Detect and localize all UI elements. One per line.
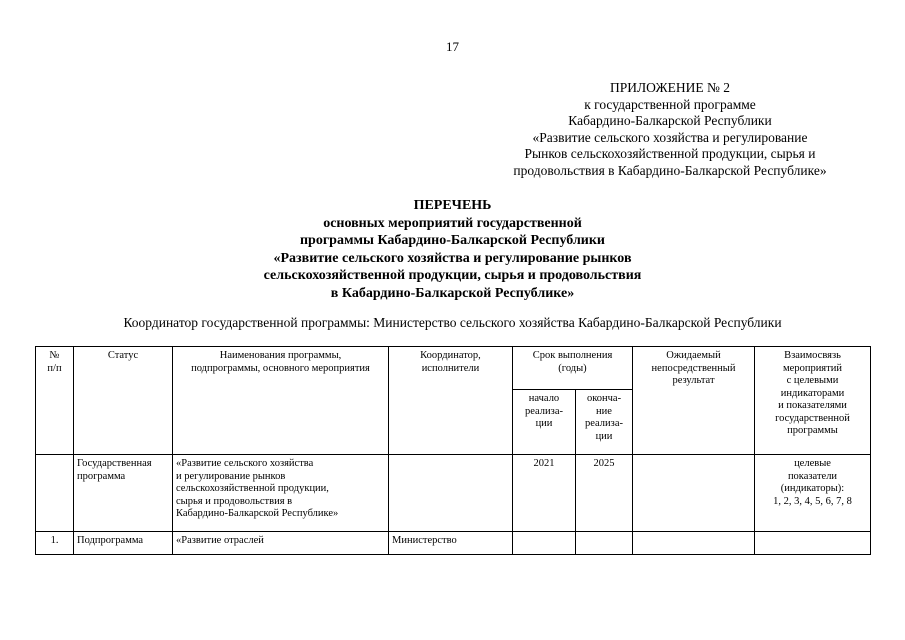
cell-text: программа: [77, 470, 126, 482]
cell-coordinator: [389, 455, 513, 532]
header-text: подпрограммы, основного мероприятия: [191, 362, 370, 374]
header-name: [173, 347, 389, 455]
document-title: [195, 197, 710, 302]
header-text: (годы): [558, 362, 587, 374]
header-text: ции: [595, 430, 613, 442]
activities-table: [35, 346, 871, 555]
cell-text: сельскохозяйственной продукции,: [176, 483, 329, 494]
page-number: 17: [446, 39, 459, 54]
table-row: [36, 532, 871, 555]
cell-text: 1, 2, 3, 4, 5, 6, 7, 8: [773, 495, 852, 507]
cell-end: [576, 532, 633, 555]
header-period-start: [513, 390, 576, 455]
header-text: государственной: [775, 412, 850, 424]
title-line: сельскохозяйственной продукции, сырья и продовольствия: [263, 268, 642, 283]
cell-text: Государственная: [77, 458, 152, 469]
title-line: в Кабардино-Балкарской Республике»: [330, 285, 575, 301]
header-text: индикаторами: [780, 387, 845, 399]
header-text: начало: [528, 393, 560, 404]
cell-relation: [755, 455, 871, 532]
appendix-line: «Развитие сельского хозяйства и регулирование: [532, 129, 808, 145]
header-text: и показателями: [778, 400, 847, 411]
header-text: п/п: [47, 362, 62, 374]
header-coordinator: [389, 347, 513, 455]
cell-text: целевые: [794, 458, 831, 469]
header-text: Координатор,: [420, 350, 481, 361]
cell-name: [173, 455, 389, 532]
cell-start: [513, 532, 576, 555]
appendix-line: Кабардино-Балкарской Республики: [568, 113, 772, 128]
cell-num: 1.: [36, 532, 74, 555]
appendix-line: к государственной программе: [584, 96, 756, 112]
cell-start: 2021: [513, 455, 576, 532]
header-text: ции: [535, 418, 553, 429]
table-row: [36, 455, 871, 532]
header-text: Ожидаемый: [666, 350, 721, 361]
cell-text: (индикаторы):: [780, 483, 845, 494]
header-text: результат: [672, 375, 715, 386]
cell-text: сырья и продовольствия в: [176, 495, 293, 507]
cell-num: [36, 455, 74, 532]
header-text: оконча-: [586, 393, 622, 404]
cell-name: «Развитие отраслей: [173, 532, 389, 555]
header-period: [513, 347, 633, 390]
cell-result: [633, 532, 755, 555]
header-text: реализа-: [525, 405, 563, 417]
appendix-line: продовольствия в Кабардино-Балкарской Республике»: [513, 162, 827, 178]
header-num: [36, 347, 74, 455]
appendix-line: ПРИЛОЖЕНИЕ № 2: [609, 80, 731, 95]
appendix-heading: [470, 80, 870, 179]
header-result: [633, 347, 755, 455]
header-text: мероприятий: [783, 362, 842, 374]
header-relation: [755, 347, 871, 455]
cell-relation: [755, 532, 871, 555]
header-text: Взаимосвязь: [784, 350, 841, 361]
cell-status: Подпрограмма: [74, 532, 173, 555]
header-text: Срок выполнения: [532, 350, 613, 361]
title-line: программы Кабардино-Балкарской Республики: [299, 233, 606, 248]
header-text: Наименования программы,: [219, 350, 342, 361]
cell-text: «Развитие сельского хозяйства: [176, 458, 314, 469]
header-text: ние: [596, 405, 612, 417]
header-text: №: [49, 350, 60, 361]
program-coordinator: Координатор государственной программы: Министерство сельского хозяйства Кабардино-Балкарской Республики: [123, 315, 782, 330]
header-period-end: [576, 390, 633, 455]
header-text: непосредственный: [651, 362, 736, 374]
header-text: исполнители: [421, 362, 480, 374]
header-text: реализа-: [585, 418, 623, 429]
header-text: с целевыми: [786, 375, 839, 386]
cell-text: показатели: [787, 470, 838, 482]
table-header-row: [36, 347, 871, 390]
title-line: ПЕРЕЧЕНЬ: [413, 198, 492, 213]
cell-status: [74, 455, 173, 532]
header-text: программы: [787, 425, 838, 436]
title-line: основных мероприятий государственной: [323, 215, 582, 231]
cell-end: 2025: [576, 455, 633, 532]
appendix-line: Рынков сельскохозяйственной продукции, сырья и: [524, 146, 816, 161]
cell-text: Кабардино-Балкарской Республике»: [176, 508, 339, 519]
title-line: «Развитие сельского хозяйства и регулирование рынков: [273, 250, 632, 266]
header-status: Статус: [74, 347, 173, 455]
cell-text: и регулирование рынков: [176, 470, 286, 482]
cell-coordinator: Министерство: [389, 532, 513, 555]
cell-result: [633, 455, 755, 532]
